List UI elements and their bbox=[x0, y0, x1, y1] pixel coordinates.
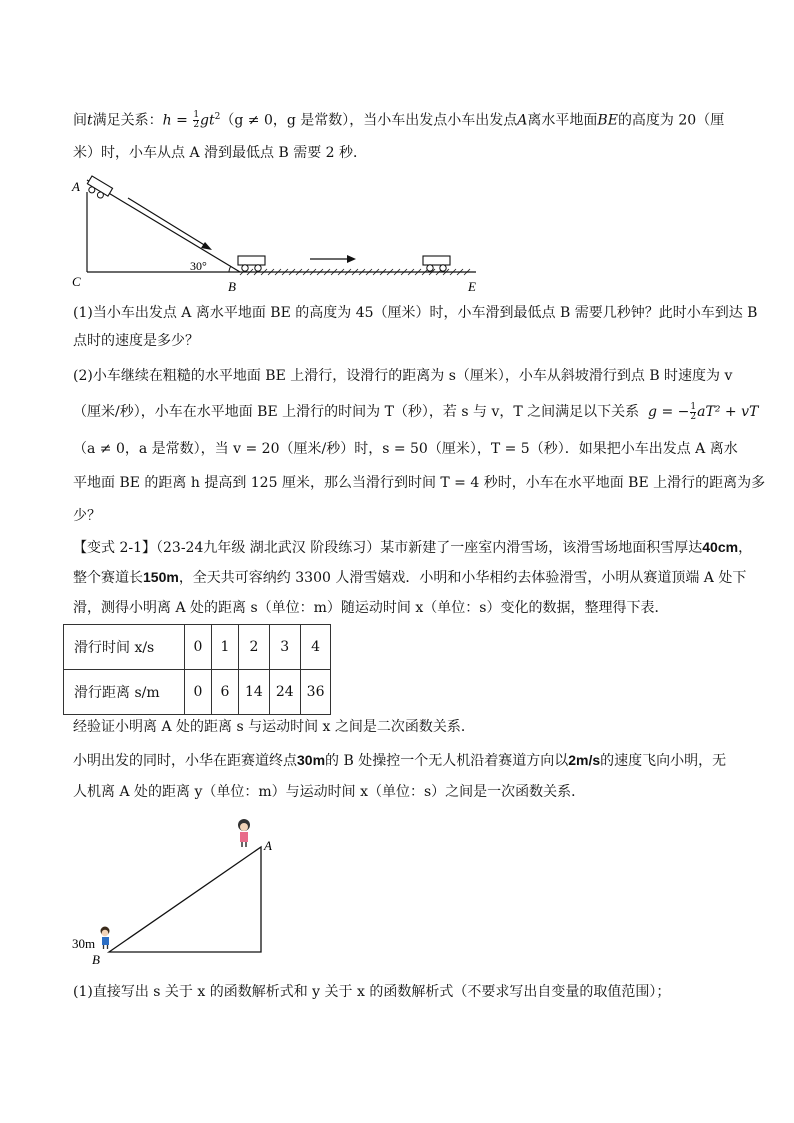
slope-triangle bbox=[109, 847, 261, 952]
var-BE: BE bbox=[597, 112, 618, 129]
q2-text: （厘米/秒），小车在水平地面 BE 上滑行的时间为 T（秒），若 s 与 v，T 之间满足以下关系 bbox=[73, 404, 640, 420]
car-on-slope bbox=[84, 176, 112, 201]
table-row bbox=[64, 625, 331, 670]
table-cell: 3 bbox=[269, 625, 300, 670]
var-h: h bbox=[162, 112, 172, 129]
variant-line-1: 【变式 2-1】（23-24九年级 湖北武汉 阶段练习）某市新建了一座室内滑雪场，该滑雪场地面积雪厚达40cm， bbox=[73, 539, 753, 556]
variant-line-3: 滑，测得小明离 A 处的距离 s（单位：m）随运动时间 x（单位：s）变化的数据，整理得下表． bbox=[73, 600, 669, 616]
girl-figure bbox=[238, 819, 250, 847]
intro-text: （g ≠ 0，g 是常数），当小车出发点小车出发点 bbox=[220, 112, 518, 129]
slope-line bbox=[87, 180, 240, 272]
table-cell: 0 bbox=[185, 625, 212, 670]
question-2-line-2: （厘米/秒），小车在水平地面 BE 上滑行的时间为 T（秒），若 s 与 v，T 之间满足以下关系 g = − $\frac{1}{2}$ aT² + vT bbox=[73, 401, 759, 422]
speed-value: 2m/s bbox=[568, 752, 601, 768]
intro-text: 间 bbox=[73, 112, 87, 129]
table-cell: 36 bbox=[300, 670, 331, 715]
question-2-line-3: （a ≠ 0，a 是常数），当 v = 20（厘米/秒）时，s = 50（厘米），T = 5（秒）．如果把小车出发点 A 离水 bbox=[73, 441, 738, 457]
car-on-ground bbox=[423, 256, 450, 271]
variant-text: 整个赛道长 bbox=[73, 570, 143, 586]
angle-label: 30° bbox=[190, 259, 207, 273]
after-table-line-3: 人机离 A 处的距离 y（单位：m）与运动时间 x（单位：s）之间是一次函数关系． bbox=[73, 784, 586, 800]
variant-line-2 bbox=[73, 567, 746, 588]
slope-arrow bbox=[128, 198, 206, 246]
ground-arrow-head bbox=[347, 255, 356, 263]
car-at-B bbox=[238, 256, 265, 271]
table-cell: 0 bbox=[185, 670, 212, 715]
fraction-half: $\frac{1}{2}$ bbox=[690, 401, 697, 422]
fraction-half: $\frac{1}{2}$ bbox=[193, 110, 200, 131]
label-B: B bbox=[228, 279, 236, 294]
ski-slope-figure bbox=[64, 815, 294, 970]
row-label: 滑行时间 x/s bbox=[64, 625, 185, 670]
formula-text: gt bbox=[200, 112, 215, 129]
table-cell: 4 bbox=[300, 625, 331, 670]
intro-text: 离水平地面 bbox=[527, 112, 598, 129]
after-text: 的速度飞向小明，无 bbox=[600, 753, 727, 769]
row-label: 滑行距离 s/m bbox=[64, 670, 185, 715]
variant-question-1: (1)直接写出 s 关于 x 的函数解析式和 y 关于 x 的函数解析式（不要求写出自变量的取值范围）； bbox=[73, 984, 671, 1000]
var-t: t bbox=[87, 112, 93, 129]
slope-figure bbox=[64, 170, 484, 295]
angle-arc bbox=[229, 266, 231, 272]
question-2-line-4: 平地面 BE 的距离 h 提高到 125 厘米，那么当滑行到时间 T = 4 秒时，小车在水平地面 BE 上滑行的距离为多 bbox=[73, 475, 766, 491]
label-E: E bbox=[468, 279, 476, 294]
after-text: 小明出发的同时，小华在距赛道终点 bbox=[73, 753, 297, 769]
intro-line-2: 米）时，小车从点 A 滑到最低点 B 需要 2 秒． bbox=[73, 145, 368, 161]
table-cell: 1 bbox=[212, 625, 239, 670]
table-cell: 24 bbox=[269, 670, 300, 715]
table-cell: 2 bbox=[239, 625, 270, 670]
slope-arrow-head bbox=[201, 242, 212, 250]
question-2-line-1: (2)小车继续在粗糙的水平地面 BE 上滑行，设滑行的距离为 s（厘米），小车从斜坡滑行到点 B 时速度为 v bbox=[73, 368, 733, 384]
intro-text: 满足关系： bbox=[92, 112, 163, 129]
variant-text: ，全天共可容纳约 3300 人滑雪嬉戏．小明和小华相约去体验滑雪，小明从赛道顶端 A 处下 bbox=[178, 570, 747, 586]
label-B: B bbox=[92, 952, 100, 967]
variant-text: （23-24九年级 湖北武汉 阶段练习）某市新建了一座室内滑雪场，该滑雪场地面积雪厚达 bbox=[156, 540, 703, 556]
table-row bbox=[64, 670, 331, 715]
distance-value: 30m bbox=[297, 752, 326, 768]
boy-figure bbox=[101, 927, 110, 950]
depth-value: 40cm bbox=[702, 539, 739, 555]
intro-line-1: 间t满足关系：h = $\frac{1}{2}$ $gt^2(g \ne 0$，g 是常数），当小车出发点小车出发点A离水平地面BE的高度为 20（厘 bbox=[73, 110, 725, 131]
label-A: A bbox=[264, 838, 272, 853]
after-text: 的 B 处操控一个无人机沿着赛道方向以 bbox=[325, 753, 569, 769]
formula-text: aT² + vT bbox=[697, 404, 759, 420]
table-cell: 14 bbox=[239, 670, 270, 715]
variant-tag: 【变式 2-1】 bbox=[73, 540, 156, 556]
var-g: g bbox=[643, 404, 658, 420]
question-2-line-5: 少？ bbox=[73, 508, 101, 524]
table-cell: 6 bbox=[212, 670, 239, 715]
question-1-line-2: 点时的速度是多少？ bbox=[73, 333, 199, 349]
question-1-line-1: (1)当小车出发点 A 离水平地面 BE 的高度为 45（厘米）时，小车滑到最低点 B 需要几秒钟？此时小车到达 B bbox=[73, 305, 758, 321]
label-A: A bbox=[72, 179, 80, 194]
after-table-line-2 bbox=[73, 750, 726, 771]
label-C: C bbox=[72, 274, 81, 289]
var-A: A bbox=[517, 112, 528, 129]
data-table bbox=[63, 624, 331, 715]
intro-text: 的高度为 20（厘 bbox=[617, 112, 725, 129]
after-table-line-1: 经验证小明离 A 处的距离 s 与运动时间 x 之间是二次函数关系． bbox=[73, 719, 475, 735]
track-length: 150m bbox=[143, 569, 179, 585]
label-30m: 30m bbox=[72, 936, 96, 951]
